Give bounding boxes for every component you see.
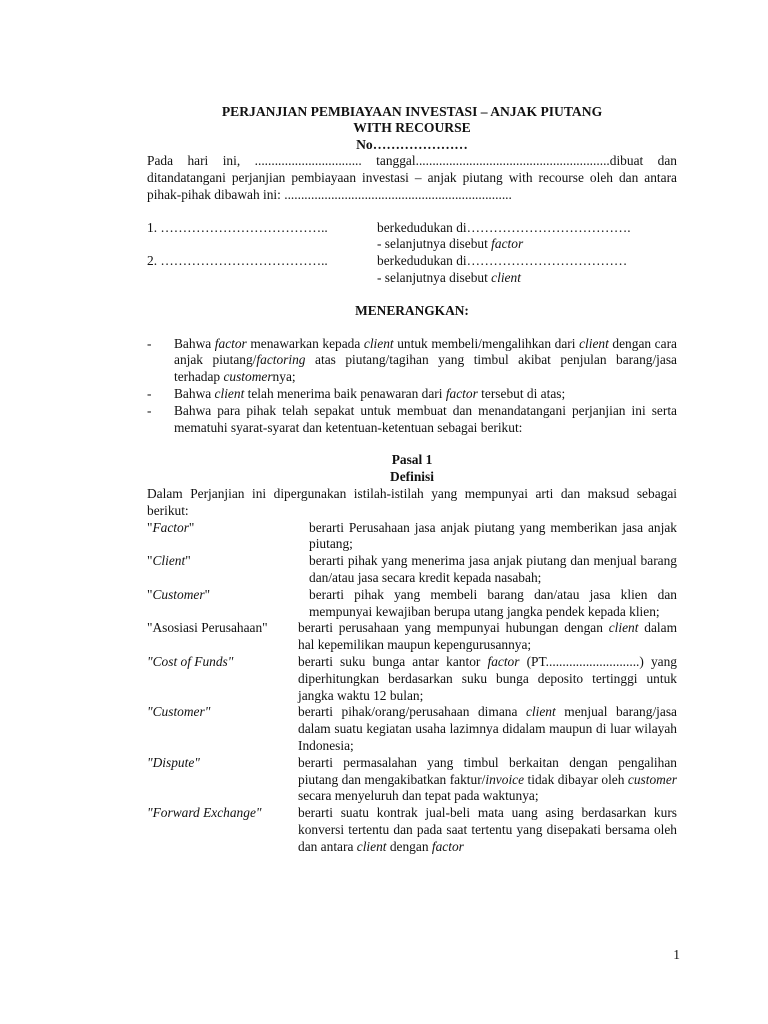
recital-2: - Bahwa client telah menerima baik penawaran dari factor tersebut di atas; [147,385,566,401]
definition-desc: berarti pihak/orang/perusahaan dimana client menjual barang/jasa dalam suatu kegiatan usaha lazimnya didalam maupun di luar wilayah Indonesia; [298,704,677,753]
definition-forward-exchange [147,805,677,855]
definition-asosiasi-perusahaan [147,620,677,654]
definition-client [147,553,677,587]
party-2-name: 2. ……………………………….. [147,253,328,269]
definition-dispute [147,755,677,805]
definition-desc: berarti Perusahaan jasa anjak piutang yang memberikan jasa anjak piutang; [309,519,677,552]
document-number: No………………… [356,136,468,152]
definition-desc: berarti permasalahan yang timbul berkaitan dengan pengalihan piutang dan mengakibatkan faktur/invoice tidak dibayar oleh customer secara menyeluruh dan tepat pada waktunya; [298,754,677,804]
definition-desc: berarti pihak yang menerima jasa anjak piutang dan menjual barang dan/atau jasa secara kredit kepada nasabah; [309,553,677,585]
recital-3: - Bahwa para pihak telah sepakat untuk membuat dan menandatangani perjanjian ini serta mematuhi syarat-syarat dan ketentuan-ketentuan sebagai berikut: [147,402,677,435]
party-2-reference: - selanjutnya disebut client [377,270,521,285]
party-2 [147,253,677,287]
intro-paragraph: Pada hari ini, ................................ tanggal..........................................................dibuat dan ditandatangani perjanjian pembiayaan investasi – anjak piutang with recourse oleh dan antara pihak-pihak dibawah ini: .................................................................... [147,153,677,202]
definition-term: "Customer" [147,704,211,720]
pasal-1-heading: Pasal 1 [391,452,433,468]
definition-term: "Dispute" [147,754,200,770]
definition-term: "Asosiasi Perusahaan" [147,620,268,636]
party-1-name: 1. ……………………………….. [147,219,328,235]
pasal-1-subheading: Definisi [390,469,434,485]
menerangkan-heading: MENERANGKAN: [355,302,469,318]
document-page [147,104,677,856]
definition-desc: berarti suku bunga antar kantor factor (PT............................) yang diperhitungkan berdasarkan suku bunga deposito tertinggi untuk jangka waktu 12 bulan; [298,653,677,703]
definition-desc: berarti pihak yang membeli barang dan/atau jasa klien dan mempunyai kewajiban berupa utang jangka pendek kepada klien; [309,586,677,619]
definition-term: "Client" [147,553,191,569]
definition-desc: berarti perusahaan yang mempunyai hubungan dengan client dalam hal kepemilikan maupun kepengurusannya; [298,620,677,653]
definition-term: "Cost of Funds" [147,653,234,669]
definitions-intro: Dalam Perjanjian ini dipergunakan istilah-istilah yang mempunyai arti dan maksud sebagai berikut: [147,485,677,518]
definition-customer-2 [147,704,677,754]
party-1-domicile: berkedudukan di………………………………. [377,219,631,235]
party-2-domicile: berkedudukan di……………………………… [377,253,628,269]
document-title-line2: WITH RECOURSE [353,120,471,136]
definition-cost-of-funds [147,654,677,704]
definition-desc: berarti suatu kontrak jual-beli mata uang asing berdasarkan kurs konversi tertentu dan pada saat tertentu yang disepakati bersama oleh dan antara client dengan factor [298,805,677,854]
document-title-line1: PERJANJIAN PEMBIAYAAN INVESTASI – ANJAK PIUTANG [221,104,603,119]
definition-factor [147,520,677,554]
definition-term: "Factor" [147,519,195,535]
definition-term: "Forward Exchange" [147,805,262,821]
page-number: 1 [673,947,680,962]
definition-term: "Customer" [147,586,211,602]
definition-customer [147,587,677,621]
party-1 [147,220,677,254]
party-1-reference: - selanjutnya disebut factor [377,236,524,252]
recital-1: - Bahwa factor menawarkan kepada client untuk membeli/mengalihkan dari client dengan cara anjak piutang/factoring atas piutang/tagihan yang timbul akibat penjulan barang/jasa terhadap customernya; [147,335,677,385]
